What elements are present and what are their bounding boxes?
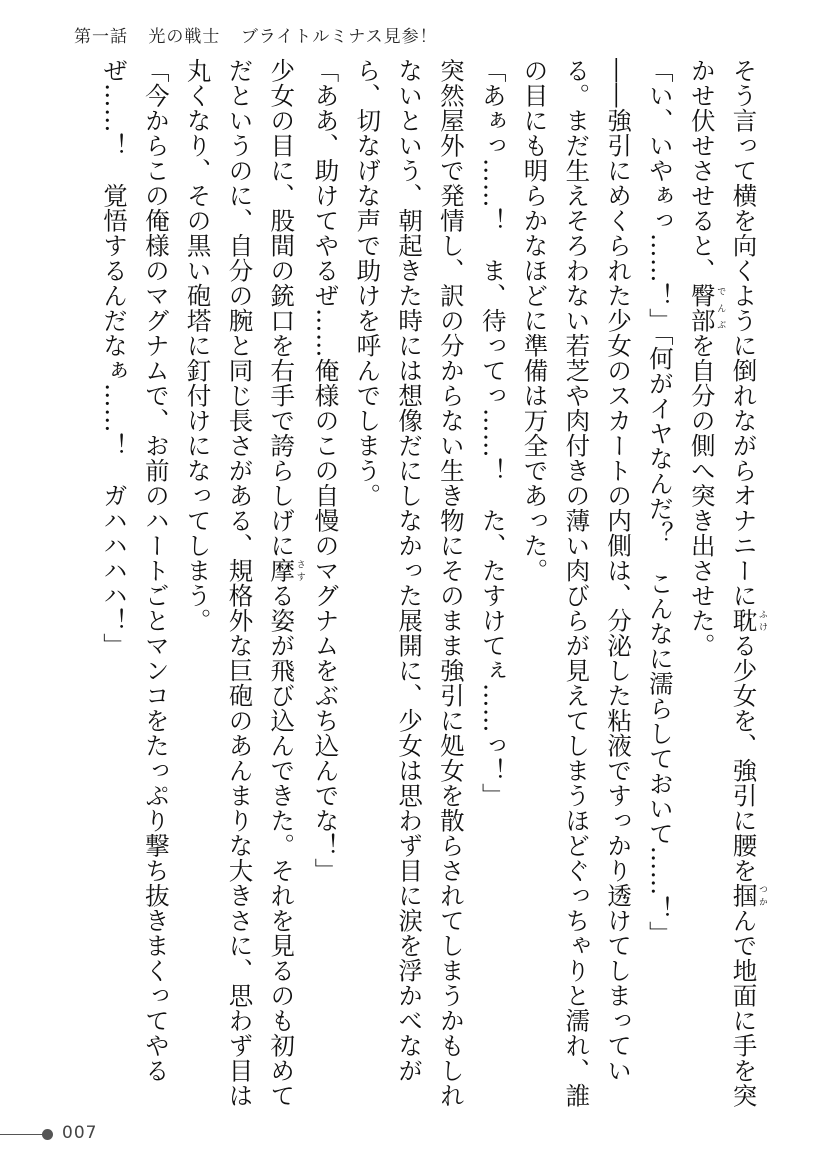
- folio-rule: [0, 1134, 44, 1135]
- paragraph-4: 「あぁっ……！ ま、待ってっ……！ た、たすけてぇ……っ！」: [478, 58, 508, 808]
- page-number: 007: [62, 1123, 98, 1143]
- vertical-body-text: [67, 58, 767, 1128]
- paragraph-3: ――強引にめくられた少女のスカートの内側は、分泌した粘液ですっかり透けてしまっている。まだ生えそろわない若芝や肉付きの薄い肉びらが見えてしまうほどぐっちゃりと濡れ、誰の目にも明らかなほどに準備は万全であった。: [520, 58, 634, 1108]
- ruby-sasu: 摩さす: [267, 558, 305, 583]
- paragraph-6: 「ああ、助けてやるぜ……俺様のこの自慢のマグナムをぶち込んでな！」: [311, 58, 341, 883]
- chapter-subtitle: ブライトルミナス見参！: [240, 27, 438, 47]
- paragraph-5: 突然屋外で発情し、訳の分からない生き物にそのまま強引に処女を散らされてしまうかもしれないという、朝起きた時には想像だにしなかった展開に、少女は思わず目に涙を浮かべながら、切なげな声で助けを呼んでしまう。: [353, 58, 466, 1108]
- running-header: [74, 22, 452, 47]
- paragraph-7: 少女の目に、股間の銃口を右手で誇らしげに摩さする姿が飛び込んできた。それを見るのも初めてだというのに、自分の腕と同じ長さがある、規格外な巨砲のあんまりな大きさに、思わず目は丸くなり、その黒い砲塔に釘付けになってしまう。: [183, 58, 305, 1108]
- page-folio: [0, 1120, 200, 1150]
- ruby-tsukan: 掴つか: [729, 883, 767, 908]
- paragraph-8: 「今からこの俺様のマグナムで、お前のハートごとマンコをたっぷり撃ち抜きまくってやるぜ……！ 覚悟するんだなぁ……！ ガハハハハ！」: [100, 58, 171, 1083]
- chapter-title: 光の戦士: [148, 27, 221, 47]
- paragraph-1: そう言って横を向くように倒れながらオナニーに耽ふける少女を、強引に腰を掴つかんで地面に手を突かせ伏せさせると、臀部でんぶを自分の側へ突き出させた。: [687, 58, 767, 1108]
- paragraph-2: 「い、いやぁっ……！」「何がイヤなんだ？ こんなに濡らしておいて……！」: [645, 58, 675, 946]
- chapter-number: 第一話: [74, 27, 128, 47]
- folio-bullet-icon: [42, 1129, 53, 1140]
- ruby-fukeru: 耽ふけ: [729, 608, 767, 633]
- ruby-denbu: 臀部でんぶ: [687, 283, 726, 333]
